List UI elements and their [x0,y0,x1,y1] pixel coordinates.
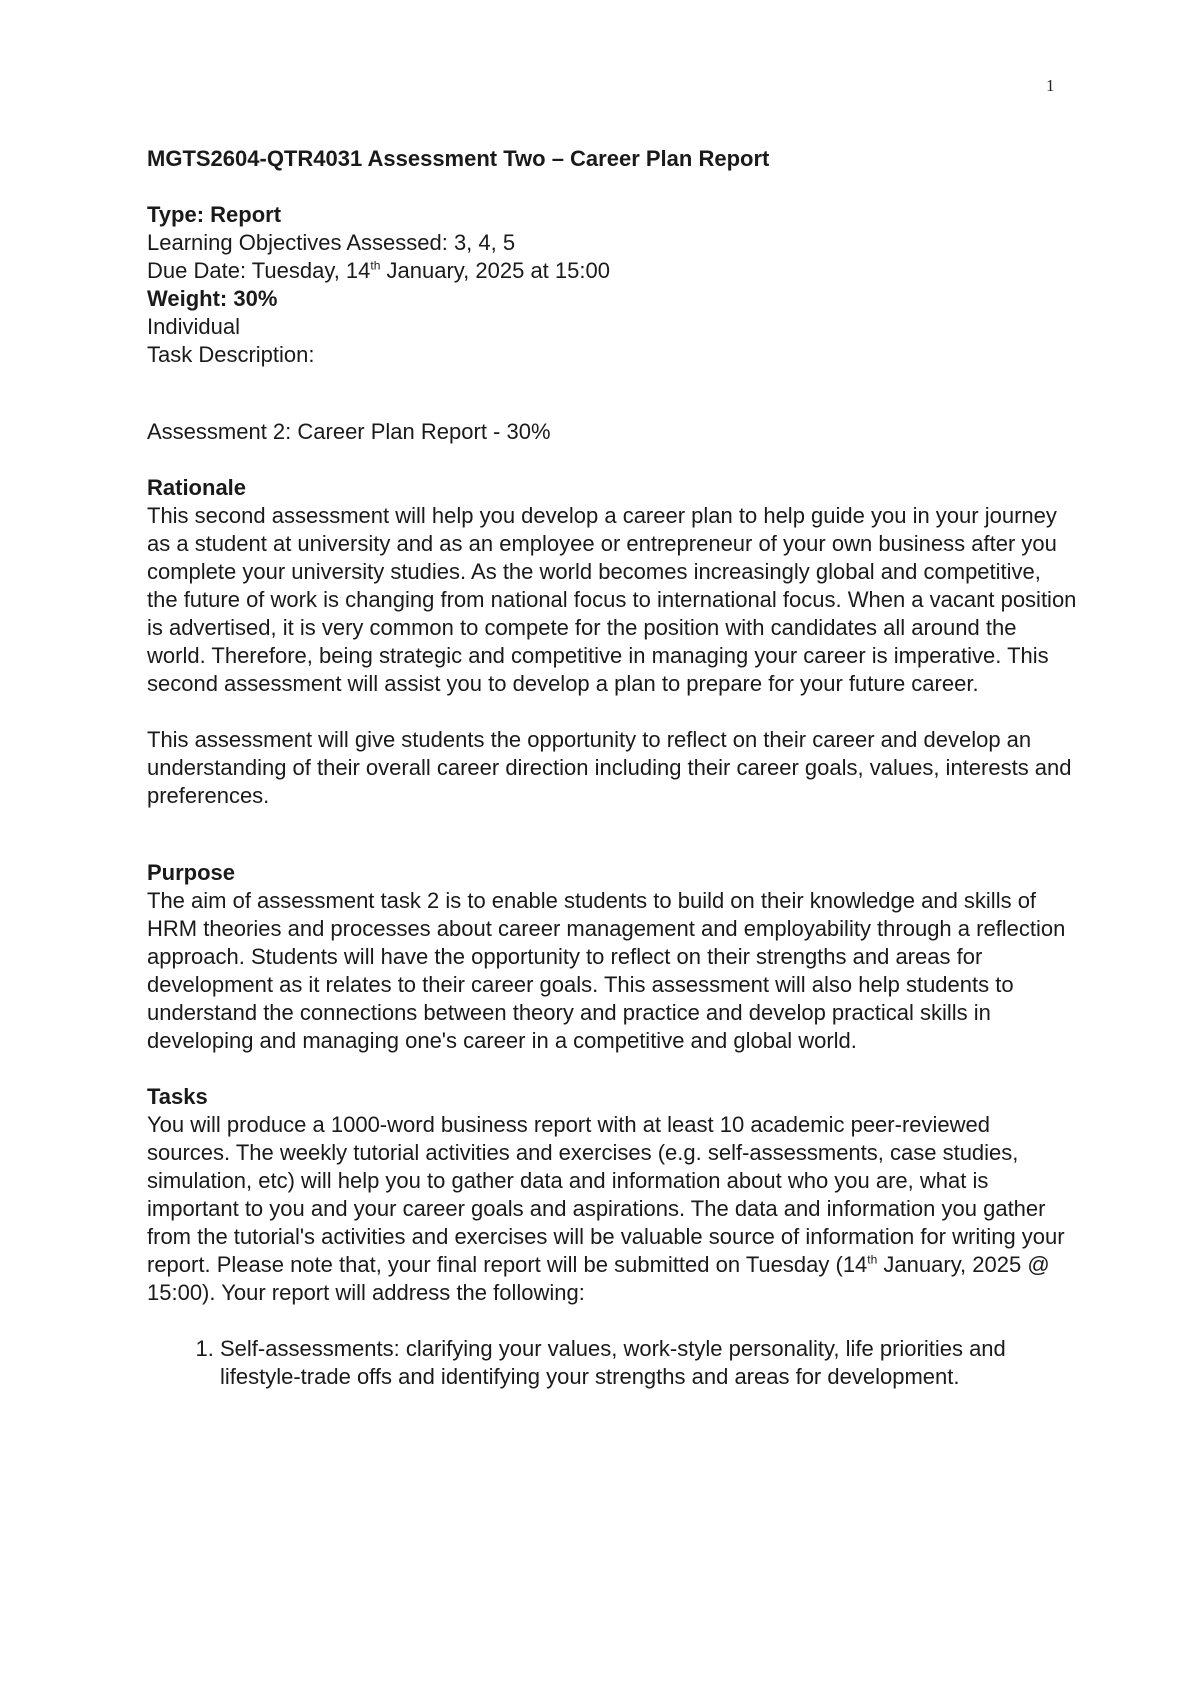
tasks-list [147,1335,1077,1391]
rationale-heading: Rationale [147,475,247,500]
due-date-line [147,257,1077,285]
spacer [147,810,1077,859]
due-date-prefix: Due Date: Tuesday, 14 [147,258,371,283]
spacer [147,446,1077,474]
purpose-heading: Purpose [147,860,236,885]
rationale-paragraph-1-continued: second assessment will assist you to develop a plan to prepare for your future career. [147,671,979,696]
rationale-paragraph-2: This assessment will give students the opportunity to reflect on their career and develop an understanding of their overall career direction including their career goals, values, interests and preferences. [147,727,1072,808]
tasks-paragraph-suffix: January, 2025 @ 15:00). Your report will address the following: [147,1252,1050,1305]
learning-objectives-line: Learning Objectives Assessed: 3, 4, 5 [147,230,516,255]
rationale-paragraph-1: This second assessment will help you develop a career plan to help guide you in your journey as a student at university and as an employee or entrepreneur of your own business after you complete your university studies. As the world becomes increasingly global and competitive, the future of work is changing from national focus to international focus. When a vacant position is advertised, it is very common to compete for the position with candidates all around the world. Therefore, being strategic and competitive in managing your career is imperative. This [147,503,1077,668]
purpose-paragraph: The aim of assessment task 2 is to enable students to build on their knowledge and skills of HRM theories and processes about career management and employability through a reflection approach. Students will have the opportunity to reflect on their strengths and areas for development as it relates to their career goals. This assessment will also help students to understand the connections between theory and practice and develop practical skills in developing and managing one's career in a competitive and global world. [147,888,1066,1053]
spacer [147,369,1077,418]
tasks-heading: Tasks [147,1084,208,1109]
document-title: MGTS2604-QTR4031 Assessment Two – Career Plan Report [147,146,770,171]
type-line: Type: Report [147,202,282,227]
spacer [147,1055,1077,1083]
task-description-label: Task Description: [147,342,315,367]
individual-line: Individual [147,314,240,339]
task-list-item: 1. Self-assessments: clarifying your values, work-style personality, life priorities and lifestyle-trade offs and identifying your strengths and areas for development. [220,1335,1077,1391]
spacer [147,698,1077,726]
tasks-paragraph [147,1111,1077,1307]
assessment-heading: Assessment 2: Career Plan Report - 30% [147,419,551,444]
tasks-paragraph-superscript: th [867,1252,878,1267]
weight-line: Weight: 30% [147,286,278,311]
tasks-paragraph-prefix: You will produce a 1000-word business report with at least 10 academic peer-reviewed sources. The weekly tutorial activities and exercises (e.g. self-assessments, case studies, simulation, etc) will help you to gather data and information about who you are, what is important to you and your career goals and aspirations. The data and information you gather from the tutorial's activities and exercises will be valuable source of information for writing your report. Please note that, your final report will be submitted on Tuesday (14 [147,1112,1065,1277]
due-date-suffix: January, 2025 at 15:00 [380,258,610,283]
document-body [147,145,1077,1391]
due-date-superscript: th [370,258,381,273]
page-number: 1 [1046,76,1055,95]
